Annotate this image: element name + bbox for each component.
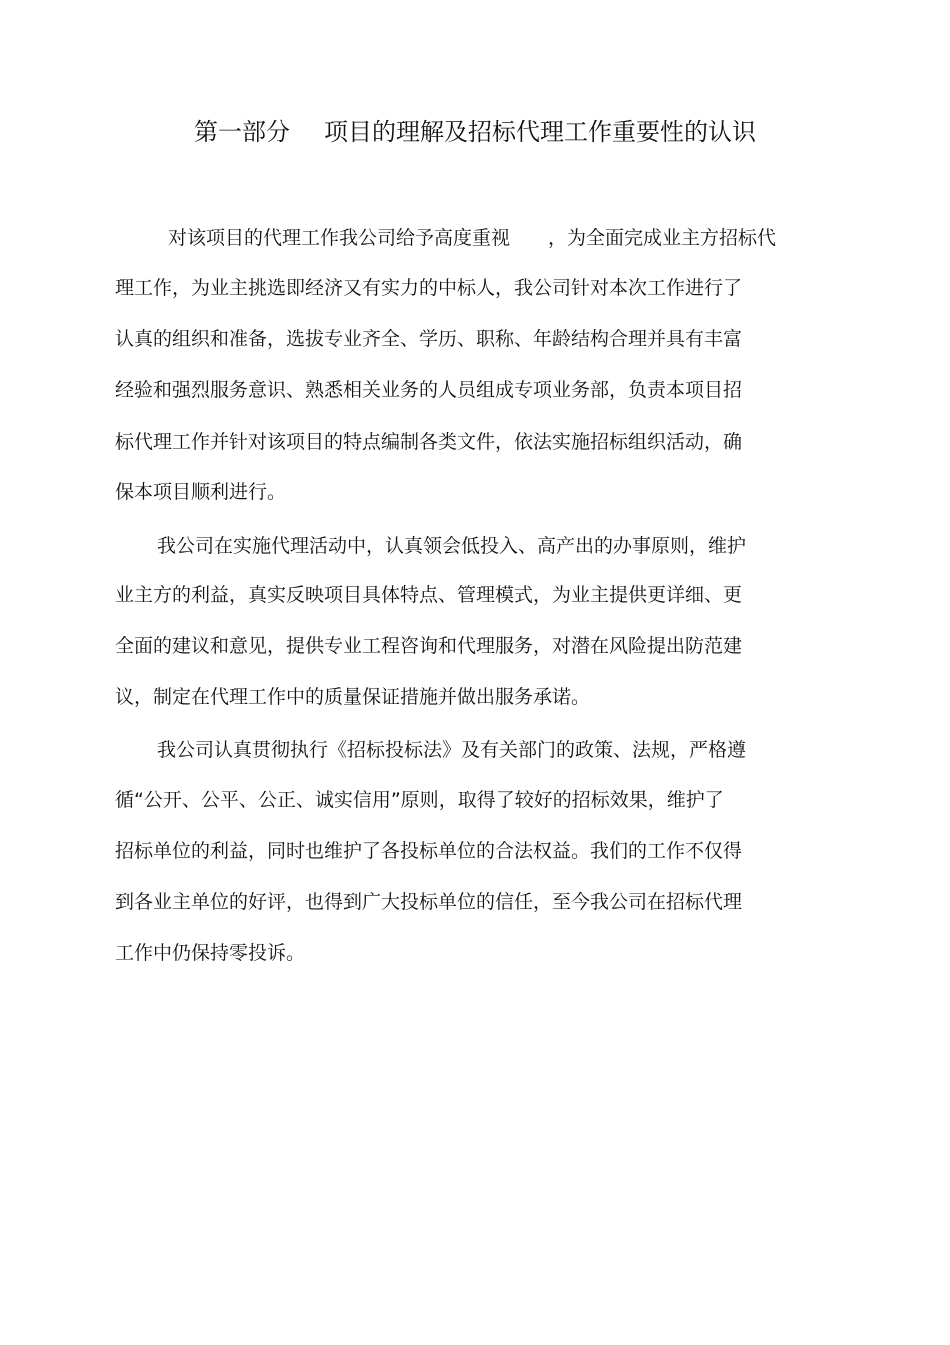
page-title bbox=[0, 114, 950, 150]
text-line: 议，制定在代理工作中的质量保证措施并做出服务承诺。 bbox=[115, 686, 591, 708]
text-line: 我公司在实施代理活动中，认真领会低投入、高产出的办事原则，维护 bbox=[157, 535, 747, 557]
text-line: 理工作，为业主挑选即经济又有实力的中标人，我公司针对本次工作进行了 bbox=[115, 277, 743, 299]
title-text: 项目的理解及招标代理工作重要性的认识 bbox=[324, 118, 756, 146]
text-line: 认真的组织和准备，选拔专业齐全、学历、职称、年龄结构合理并具有丰富 bbox=[115, 328, 743, 350]
text-line: 我公司认真贯彻执行《招标投标法》及有关部门的政策、法规，严格遵 bbox=[157, 739, 747, 761]
text-line: 全面的建议和意见，提供专业工程咨询和代理服务，对潜在风险提出防范建 bbox=[115, 635, 743, 657]
text-line: 对该项目的代理工作我公司给予高度重视 ，为全面完成业主方招标代 bbox=[168, 227, 777, 249]
text-line: 招标单位的利益，同时也维护了各投标单位的合法权益。我们的工作不仅得 bbox=[115, 840, 743, 862]
text-line: 标代理工作并针对该项目的特点编制各类文件，依法实施招标组织活动，确 bbox=[115, 431, 743, 453]
text-line: 业主方的利益，真实反映项目具体特点、管理模式，为业主提供更详细、更 bbox=[115, 584, 743, 606]
text-line: 保本项目顺利进行。 bbox=[115, 481, 287, 503]
text-line: 循“公开、公平、公正、诚实信用”原则，取得了较好的招标效果，维护了 bbox=[115, 789, 724, 811]
text-line: 经验和强烈服务意识、熟悉相关业务的人员组成专项业务部，负责本项目招 bbox=[115, 379, 743, 401]
title-part-label: 第一部分 bbox=[194, 118, 290, 146]
text-line: 工作中仍保持零投诉。 bbox=[115, 942, 306, 964]
text-line: 到各业主单位的好评，也得到广大投标单位的信任，至今我公司在招标代理 bbox=[115, 891, 743, 913]
